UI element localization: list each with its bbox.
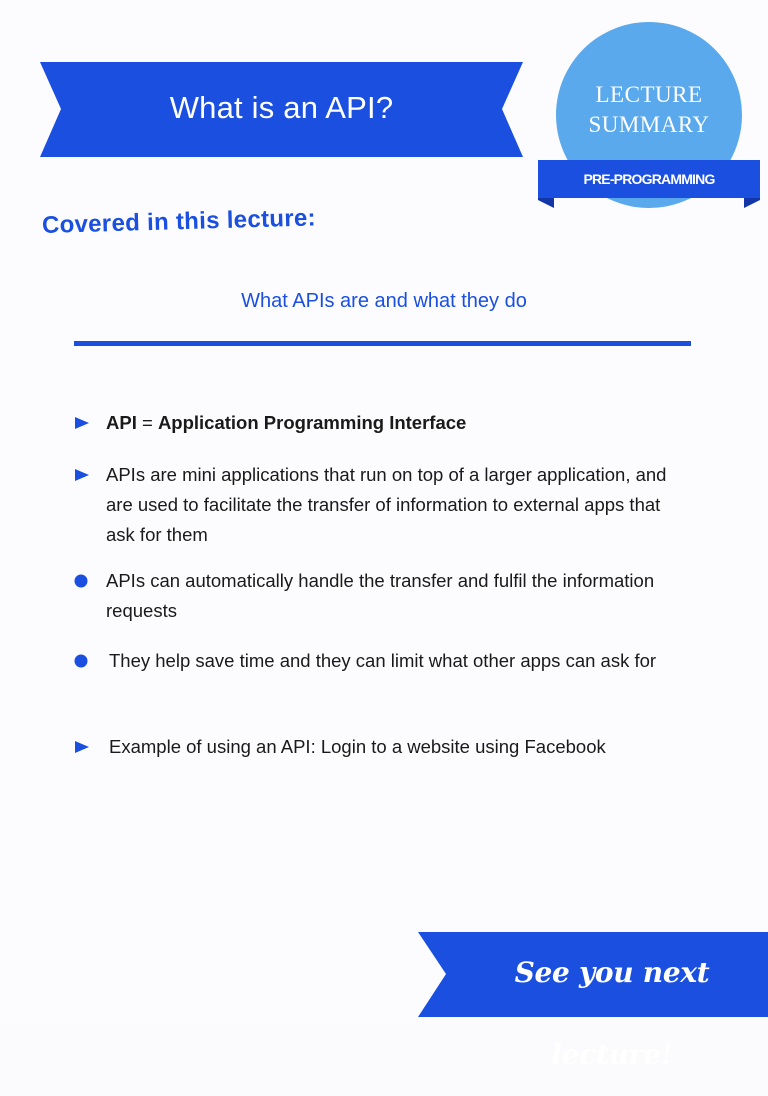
bullet-separator: =: [136, 412, 158, 433]
covered-heading: Covered in this lecture:: [41, 204, 317, 239]
bullet-text: APIs can automatically handle the transfer and fulfil the information requests: [106, 570, 655, 621]
bullet-item: [74, 408, 694, 438]
dot-icon: [74, 566, 96, 596]
bullet-term: API: [106, 412, 137, 433]
category-ribbon: [538, 160, 760, 208]
bullet-text: APIs are mini applications that run on top of a larger application, and are used to facilitate the transfer of information to external apps that ask for them: [106, 464, 667, 545]
badge-line-1: LECTURE: [595, 82, 703, 107]
category-label: PRE-PROGRAMMING: [583, 171, 715, 187]
bullet-item: [74, 732, 694, 792]
badge-line-2: SUMMARY: [588, 112, 710, 137]
dot-icon: [74, 646, 96, 676]
triangle-icon: [74, 408, 96, 438]
section-divider: [74, 341, 691, 346]
bullet-definition: Application Programming Interface: [157, 412, 467, 433]
bullet-item: [74, 646, 694, 706]
triangle-icon: [74, 732, 96, 762]
bullet-item: [74, 566, 694, 626]
triangle-icon: [74, 460, 96, 490]
footer-message: See you next lecture!: [514, 956, 710, 1071]
page-title: What is an API?: [169, 90, 394, 125]
title-banner: [40, 62, 523, 157]
bullet-item: [74, 460, 694, 550]
footer-banner: [418, 932, 768, 1071]
badge-text: [556, 80, 742, 140]
bullet-text: [106, 408, 686, 438]
bullet-text: Example of using an API: Login to a website using Facebook: [109, 736, 606, 757]
covered-subtitle: What APIs are and what they do: [241, 290, 527, 312]
bullet-text: They help save time and they can limit what other apps can ask for: [109, 650, 657, 671]
